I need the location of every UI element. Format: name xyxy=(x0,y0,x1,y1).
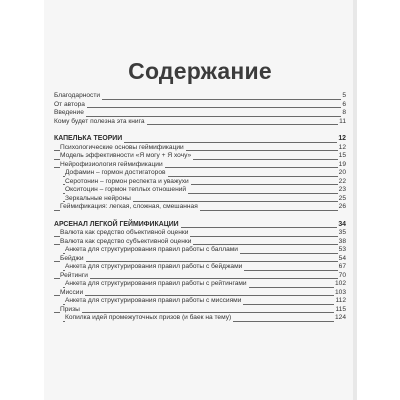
toc-entry xyxy=(54,152,346,161)
toc-page-number: 103 xyxy=(334,288,346,296)
toc-entry xyxy=(54,109,346,118)
toc-chapter-heading xyxy=(54,221,346,230)
toc-entry-title: От автора xyxy=(54,100,85,108)
toc-page-number: 70 xyxy=(338,271,346,279)
toc-entry xyxy=(54,229,346,238)
toc-entry-title: Окситоцин – гормон теплых отношений xyxy=(65,186,187,193)
toc-entry-title: Анкета для структурирования правил работы с баллами xyxy=(65,246,238,253)
toc-page-number: 34 xyxy=(338,220,346,228)
toc-entry-title: Зеркальные нейроны xyxy=(65,194,131,202)
toc-page-number: 26 xyxy=(338,203,346,210)
toc-page-number: 11 xyxy=(339,117,346,125)
toc-entry xyxy=(54,195,346,204)
toc-page-number: 8 xyxy=(342,109,346,116)
toc-page-number: 53 xyxy=(338,246,346,253)
toc-page-number: 54 xyxy=(338,254,346,262)
toc-entry xyxy=(54,306,346,315)
toc-entry xyxy=(54,161,346,170)
toc-entry-title: Валюта как средство субъективной оценки xyxy=(60,237,192,245)
toc-leader-line xyxy=(54,278,346,279)
page-title: Содержание xyxy=(128,58,272,84)
toc-entry xyxy=(54,101,346,110)
toc-page-number: 38 xyxy=(338,237,346,245)
toc-entry-title: Дофамин – гормон достигаторов xyxy=(65,169,166,176)
toc-entry-title: Модель эффективности «Я могу + Я хочу» xyxy=(60,152,192,159)
toc-entry xyxy=(54,246,346,255)
toc-page-number: 35 xyxy=(338,229,346,236)
toc-entry xyxy=(54,92,346,101)
toc-entry-title: Благодарности xyxy=(54,92,101,99)
toc-entry-title: Психологические основы геймификации xyxy=(60,143,184,151)
toc-page-number: 12 xyxy=(338,143,346,151)
toc-entry xyxy=(54,169,346,178)
toc-entry-title: Серотонин – гормон респекта и уважухи xyxy=(65,177,189,185)
toc-page-number: 23 xyxy=(338,186,346,193)
toc-entry-title: Геймификация: легкая, сложная, смешанная xyxy=(60,203,198,210)
table-of-contents xyxy=(54,92,346,323)
toc-entry-title: Бейджи xyxy=(60,254,84,262)
toc-entry-title: Копилка идей промежуточных призов (и баек на тему) xyxy=(65,314,232,321)
toc-page-number: 5 xyxy=(342,92,346,99)
toc-leader-line xyxy=(54,261,346,262)
toc-page-number: 19 xyxy=(338,160,346,168)
toc-entry-title: Рейтинги xyxy=(60,271,88,279)
toc-entry xyxy=(54,314,346,323)
toc-entry-title: Нейрофизиология геймификации xyxy=(60,160,163,168)
page-edge-shadow xyxy=(353,0,357,400)
toc-page-number: 124 xyxy=(334,314,346,321)
toc-entry xyxy=(54,118,346,127)
toc-entry-title: Анкета для структурирования правил работы с бейджами xyxy=(65,263,243,270)
section-gap xyxy=(54,126,346,135)
toc-page-number: 12 xyxy=(338,135,346,142)
toc-page-number: 20 xyxy=(338,169,346,176)
toc-entry-title: АРСЕНАЛ ЛЕГКОЙ ГЕЙМИФИКАЦИИ xyxy=(54,220,179,228)
toc-page-number: 115 xyxy=(335,305,346,313)
toc-entry xyxy=(54,203,346,212)
toc-entry xyxy=(54,178,346,187)
toc-entry-title: Валюта как средство объективной оценки xyxy=(60,229,189,236)
toc-entry-title: Миссии xyxy=(60,288,84,296)
toc-page-number: 67 xyxy=(338,263,346,270)
section-gap xyxy=(54,212,346,221)
toc-entry xyxy=(54,280,346,289)
toc-page-number: 25 xyxy=(338,194,346,202)
toc-entry-title: КАПЕЛЬКА ТЕОРИИ xyxy=(54,135,123,142)
toc-entry xyxy=(54,238,346,247)
toc-page-number: 112 xyxy=(335,297,346,304)
toc-entry xyxy=(54,255,346,264)
toc-page-number: 22 xyxy=(338,177,346,185)
toc-entry xyxy=(54,272,346,281)
book-page xyxy=(44,0,356,400)
toc-entry xyxy=(54,263,346,272)
toc-leader-line xyxy=(54,295,346,296)
toc-page-number: 102 xyxy=(334,280,346,287)
toc-chapter-heading xyxy=(54,135,346,144)
toc-page-number: 15 xyxy=(338,152,346,159)
toc-entry-title: Анкета для структурирования правил работы с рейтингами xyxy=(65,280,247,287)
toc-entry-title: Призы xyxy=(60,305,80,313)
toc-page-number: 6 xyxy=(342,100,346,108)
toc-leader-line xyxy=(54,116,346,117)
toc-entry xyxy=(54,144,346,153)
toc-entry xyxy=(54,289,346,298)
toc-leader-line xyxy=(54,107,346,108)
toc-entry xyxy=(54,297,346,306)
toc-entry-title: Введение xyxy=(54,109,84,116)
toc-leader-line xyxy=(54,312,346,313)
toc-entry xyxy=(54,186,346,195)
toc-entry-title: Анкета для структурирования правил работы с миссиями xyxy=(65,297,242,304)
toc-entry-title: Кому будет полезна эта книга xyxy=(54,117,145,125)
